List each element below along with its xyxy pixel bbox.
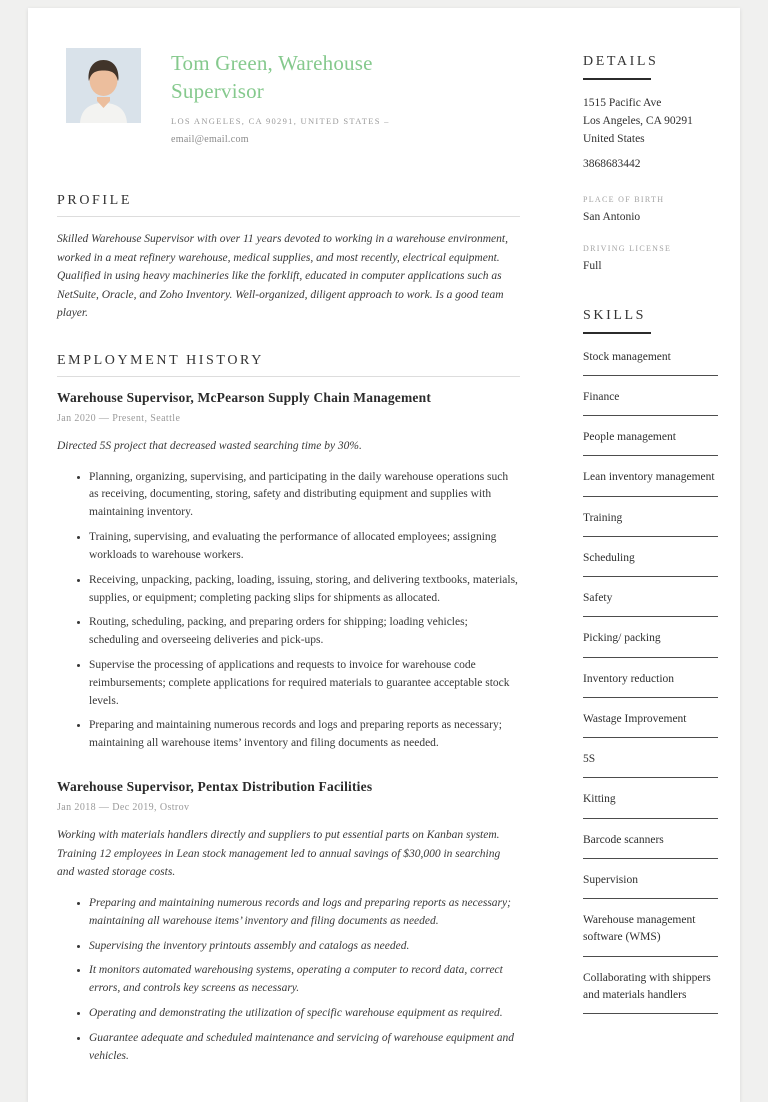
employment-section [57,353,520,1065]
profile-photo [66,48,141,123]
resume-header [57,48,520,147]
employment-heading: EMPLOYMENT HISTORY [57,353,520,377]
skill-item: Finance [583,389,718,416]
resume-name: Tom Green, Warehouse Supervisor [171,51,373,103]
skills-heading: SKILLS [583,308,718,334]
contact-block [171,114,461,146]
job-bullet: • Supervising the inventory printouts assembly and catalogs as needed. [89,938,520,956]
contact-location: LOS ANGELES, CA 90291, UNITED STATES – [171,116,390,127]
address-block [583,94,718,148]
job-dates: Jan 2020 — Present, Seattle [57,413,181,424]
job-bullet-list [77,895,520,1066]
address-line: 1515 Pacific Ave [583,97,662,109]
sidebar [583,48,718,1072]
driving-license-label: DRIVING LICENSE [583,243,672,253]
skill-item: Picking/ packing [583,630,718,657]
skill-item: Wastage Improvement [583,711,718,738]
skill-item: Training [583,510,718,537]
skill-item: Warehouse management software (WMS) [583,912,718,957]
job-bullet: • It monitors automated warehousing systems, operating a computer to record data, correct errors, and controls key screens as necessary. [89,962,520,998]
job-title: Warehouse Supervisor, McPearson Supply Chain Management [57,390,432,405]
job-bullet: • Preparing and maintaining numerous records and logs and preparing reports as necessary; maintaining all warehouse items’ inventory and filing documents as needed. [89,895,520,931]
main-column [57,48,520,1072]
header-text [171,48,461,147]
skills-list [583,349,718,1015]
job-intro: Working with materials handlers directly and suppliers to put essential parts on Kanban system. Training 12 employees in Lean stock management led to annual savings of $30,000 in searching and wasted storage costs. [57,829,501,879]
job-dates: Jan 2018 — Dec 2019, Ostrov [57,802,190,813]
skill-item: Safety [583,590,718,617]
skill-item: Collaborating with shippers and materials handlers [583,970,718,1015]
column-gap [520,48,583,1072]
profile-section [57,193,520,323]
profile-heading: PROFILE [57,193,520,217]
skill-item: Lean inventory management [583,469,718,496]
details-heading: DETAILS [583,54,718,80]
job-bullet: • Preparing and maintaining numerous records and logs and preparing reports as necessary; maintaining all warehouse items’ inventory and filing documents as needed. [89,717,520,753]
resume-page [28,8,740,1102]
contact-email-link[interactable]: email@email.com [171,133,249,145]
job-intro: Directed 5S project that decreased wasted searching time by 30%. [57,440,362,452]
skill-item: Inventory reduction [583,671,718,698]
place-of-birth-value: San Antonio [583,210,641,223]
skill-item: People management [583,429,718,456]
skill-item: Scheduling [583,550,718,577]
job-bullet: • Receiving, unpacking, packing, loading, issuing, storing, and delivering textbooks, materials, supplies, or equipment; completing packing slips for shipments as allocated. [89,572,520,608]
skill-item: Kitting [583,791,718,818]
job-title: Warehouse Supervisor, Pentax Distribution Facilities [57,779,373,794]
page-columns [57,48,718,1072]
job-entry-1 [57,390,520,753]
phone-number: 3868683442 [583,158,641,171]
skill-item: Stock management [583,349,718,376]
job-bullet: • Guarantee adequate and scheduled maintenance and servicing of warehouse equipment and vehicles. [89,1030,520,1066]
skill-item: Supervision [583,872,718,899]
skill-item: 5S [583,751,718,778]
place-of-birth-label: PLACE OF BIRTH [583,194,665,204]
job-bullet: • Operating and demonstrating the utilization of specific warehouse equipment as required. [89,1005,520,1023]
driving-license-value: Full [583,259,602,272]
address-line: Los Angeles, CA 90291 [583,115,693,128]
job-bullet: • Planning, organizing, supervising, and participating in the daily warehouse operations such as receiving, documenting, storing, safety and distributing equipment and supplies with maintaining inventory. [89,469,520,522]
address-line: United States [583,133,645,146]
job-bullet: • Routing, scheduling, packing, and preparing orders for shipping; loading vehicles; scheduling and overseeing deliveries and pick-ups. [89,614,520,650]
profile-summary: Skilled Warehouse Supervisor with over 11 years devoted to working in a warehouse environment, worked in a meat refinery warehouse, medical supplies, and most recently, electrical equipment. Qualified in using heavy machineries like the forklift, educated in computer applications such as NetSuite, Oracle, and Zoho Inventory. Well-organized, diligent approach to work. Is a good team player. [57,232,508,320]
job-bullet-list [77,469,520,753]
skill-item: Barcode scanners [583,832,718,859]
job-bullet: • Training, supervising, and evaluating the performance of allocated employees; assigning workloads to warehouse workers. [89,529,520,565]
job-bullet: • Supervise the processing of applications and requests to invoice for warehouse code reimbursements; complete applications for required materials to guarantee acceptable stock levels. [89,657,520,710]
job-entry-2 [57,779,520,1065]
headshot-illustration [66,48,141,123]
